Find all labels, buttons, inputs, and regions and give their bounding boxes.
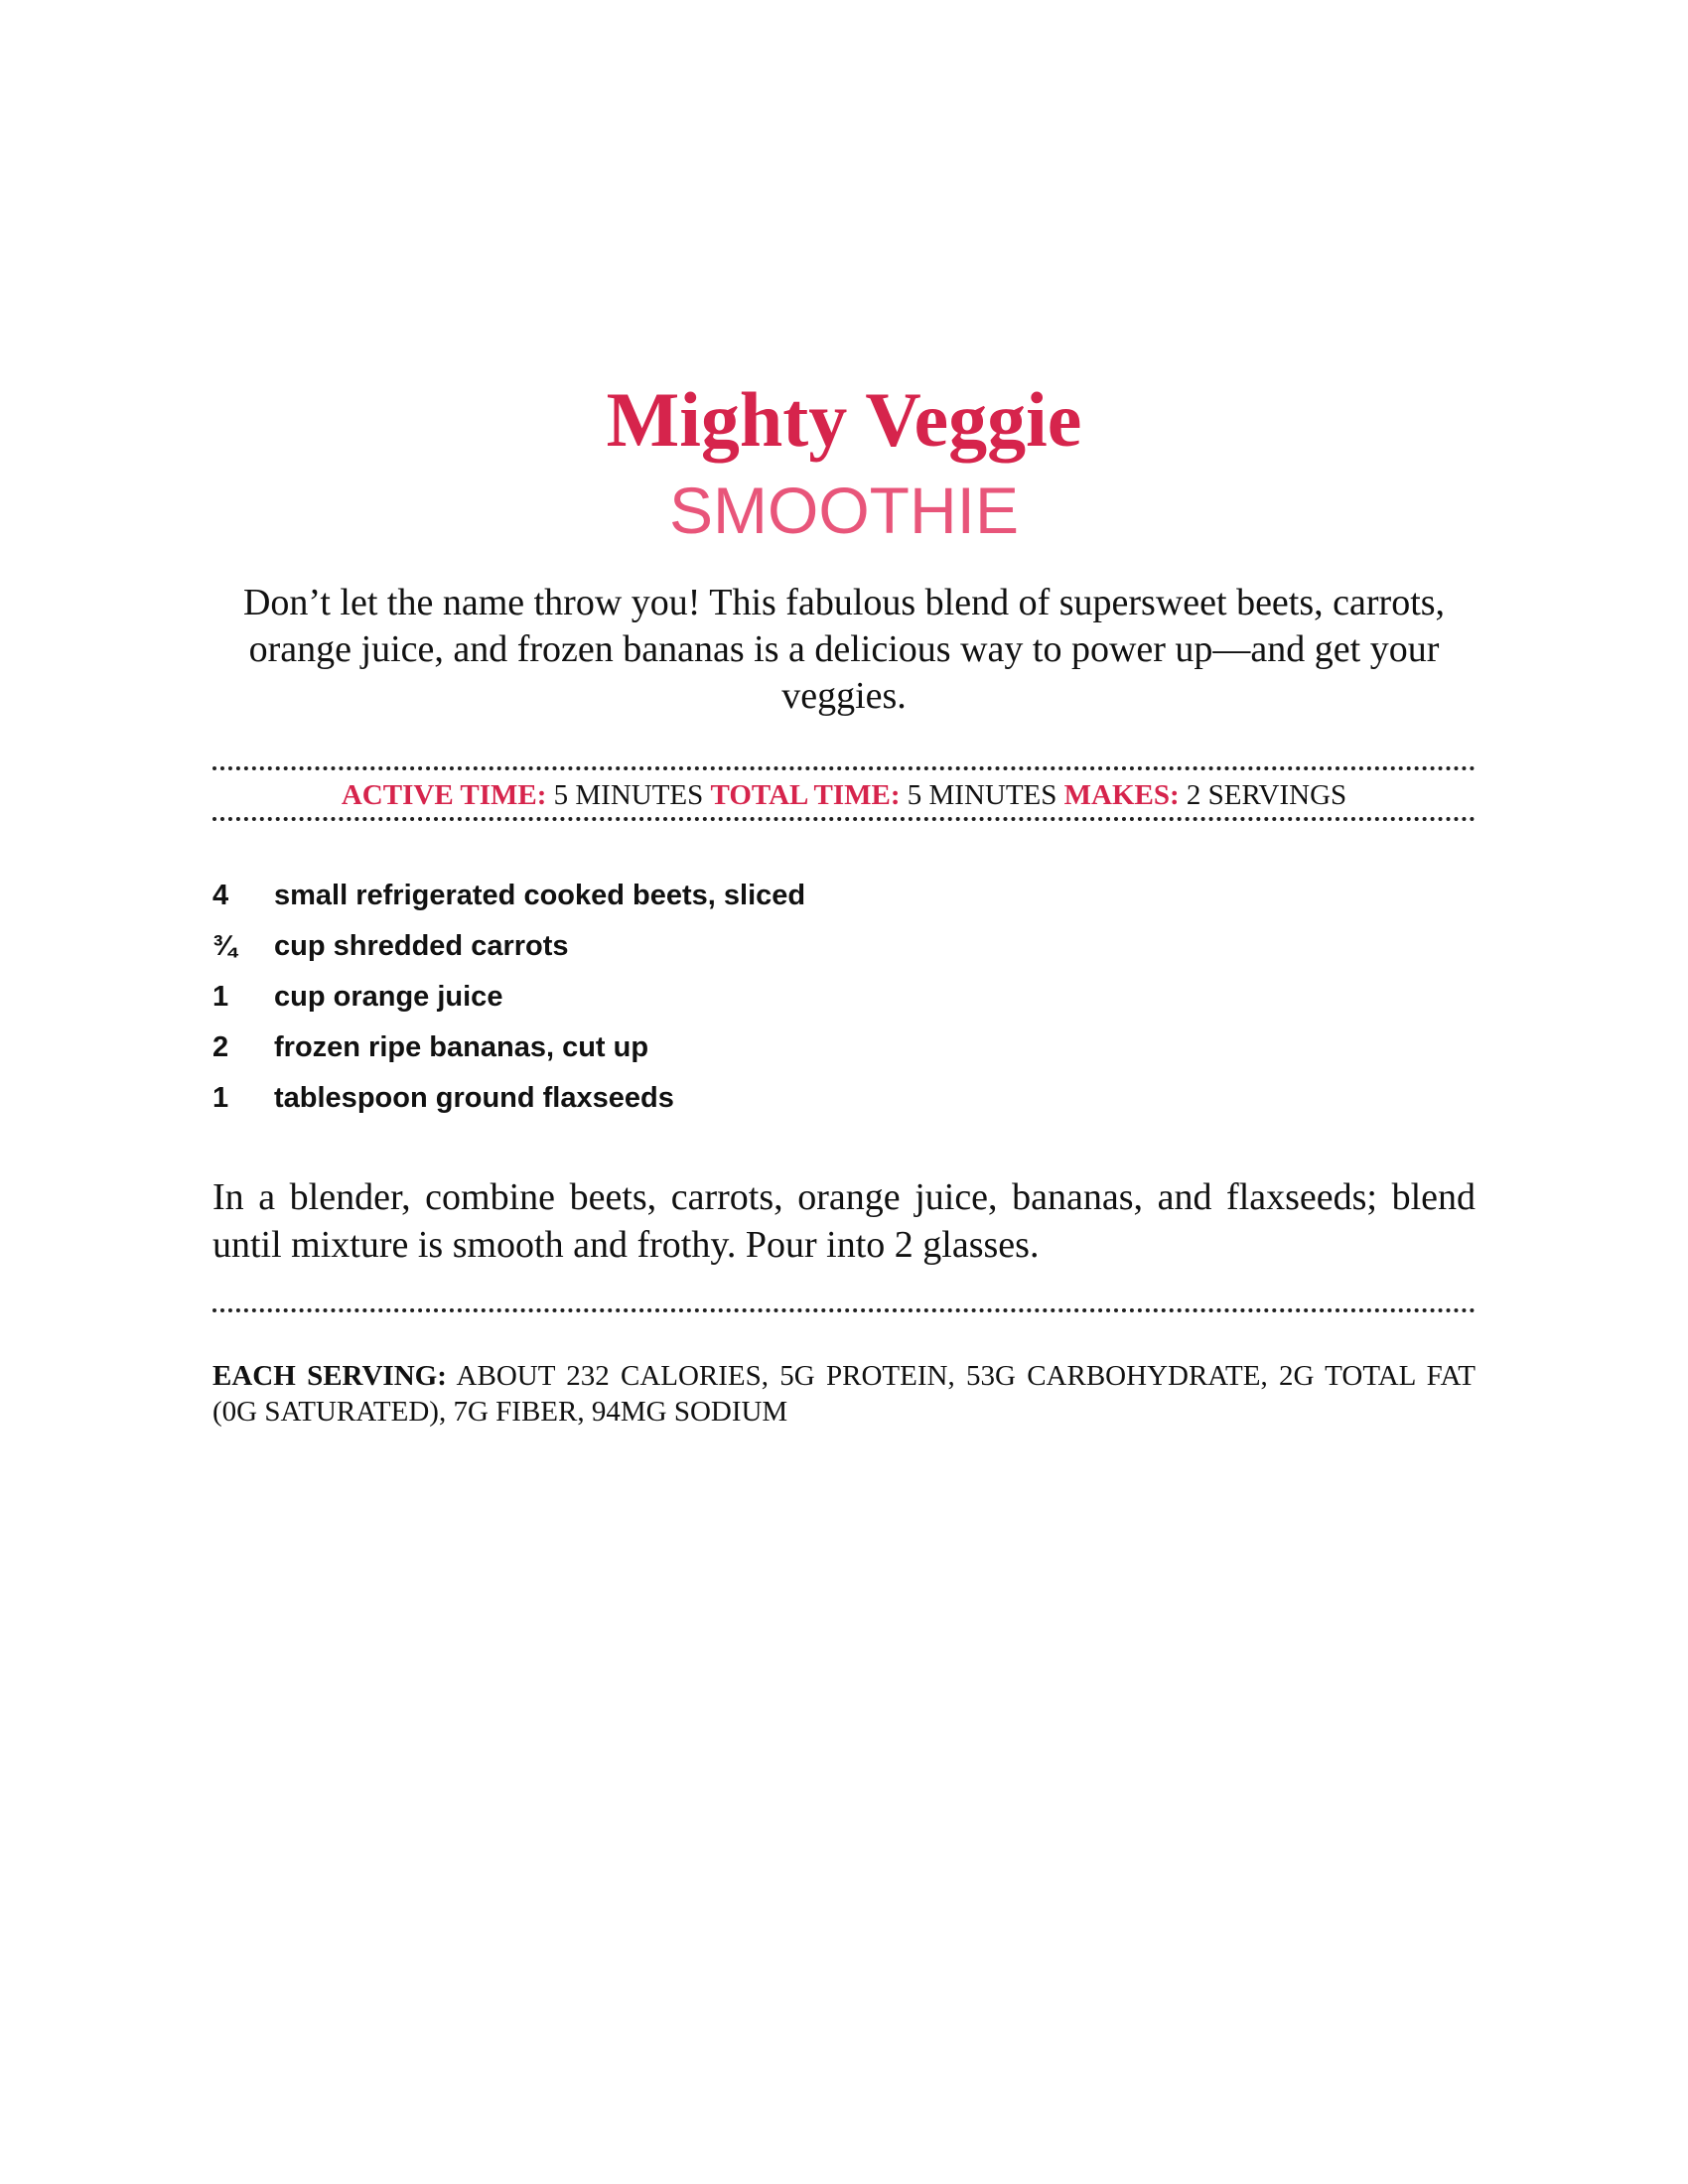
- ingredient-name: cup shredded carrots: [274, 930, 569, 962]
- total-time-label: TOTAL TIME:: [710, 779, 901, 811]
- recipe-times: [212, 776, 1476, 814]
- active-time-value: 5 MINUTES: [553, 779, 704, 811]
- ingredient-item: [212, 1078, 1476, 1129]
- dotted-divider-nutrition: [212, 1308, 1476, 1312]
- ingredient-item: [212, 876, 1476, 926]
- ingredient-quantity: ¾: [212, 930, 237, 962]
- makes-label: MAKES:: [1063, 779, 1180, 811]
- nutrition-label: EACH SERVING:: [212, 1360, 447, 1392]
- ingredient-item: [212, 1027, 1476, 1078]
- ingredient-item: [212, 926, 1476, 977]
- ingredient-quantity: 2: [212, 1031, 229, 1063]
- nutrition-value: ABOUT 232 CALORIES, 5G PROTEIN, 53G CARBOHYDRATE, 2G TOTAL FAT (0G SATURATED), 7G FIBER, 94MG SODIUM: [212, 1360, 1476, 1428]
- recipe-title: Mighty Veggie: [606, 376, 1082, 463]
- ingredient-quantity: 1: [212, 1082, 229, 1114]
- ingredient-name: cup orange juice: [274, 981, 503, 1013]
- ingredient-list: [212, 876, 1476, 1129]
- ingredient-item: [212, 977, 1476, 1027]
- ingredient-quantity: 1: [212, 981, 229, 1013]
- total-time-value: 5 MINUTES: [907, 779, 1057, 811]
- nutrition-info: [212, 1358, 1476, 1430]
- ingredient-name: tablespoon ground flaxseeds: [274, 1082, 674, 1114]
- ingredient-name: frozen ripe bananas, cut up: [274, 1031, 649, 1063]
- dotted-divider-top: [212, 766, 1476, 770]
- active-time-label: ACTIVE TIME:: [341, 779, 547, 811]
- recipe-subtitle: SMOOTHIE: [668, 474, 1019, 547]
- recipe-method: In a blender, combine beets, carrots, orange juice, bananas, and flaxseeds; blend until mixture is smooth and frothy. Pour into 2 glasses.: [212, 1176, 1476, 1266]
- dotted-divider-bottom: [212, 817, 1476, 821]
- makes-value: 2 SERVINGS: [1186, 779, 1347, 811]
- ingredient-quantity: 4: [212, 880, 229, 911]
- recipe-intro: Don’t let the name throw you! This fabulous blend of supersweet beets, carrots, orange juice, and frozen bananas is a delicious way to power up—and get your veggies.: [242, 582, 1446, 717]
- ingredient-name: small refrigerated cooked beets, sliced: [274, 880, 806, 911]
